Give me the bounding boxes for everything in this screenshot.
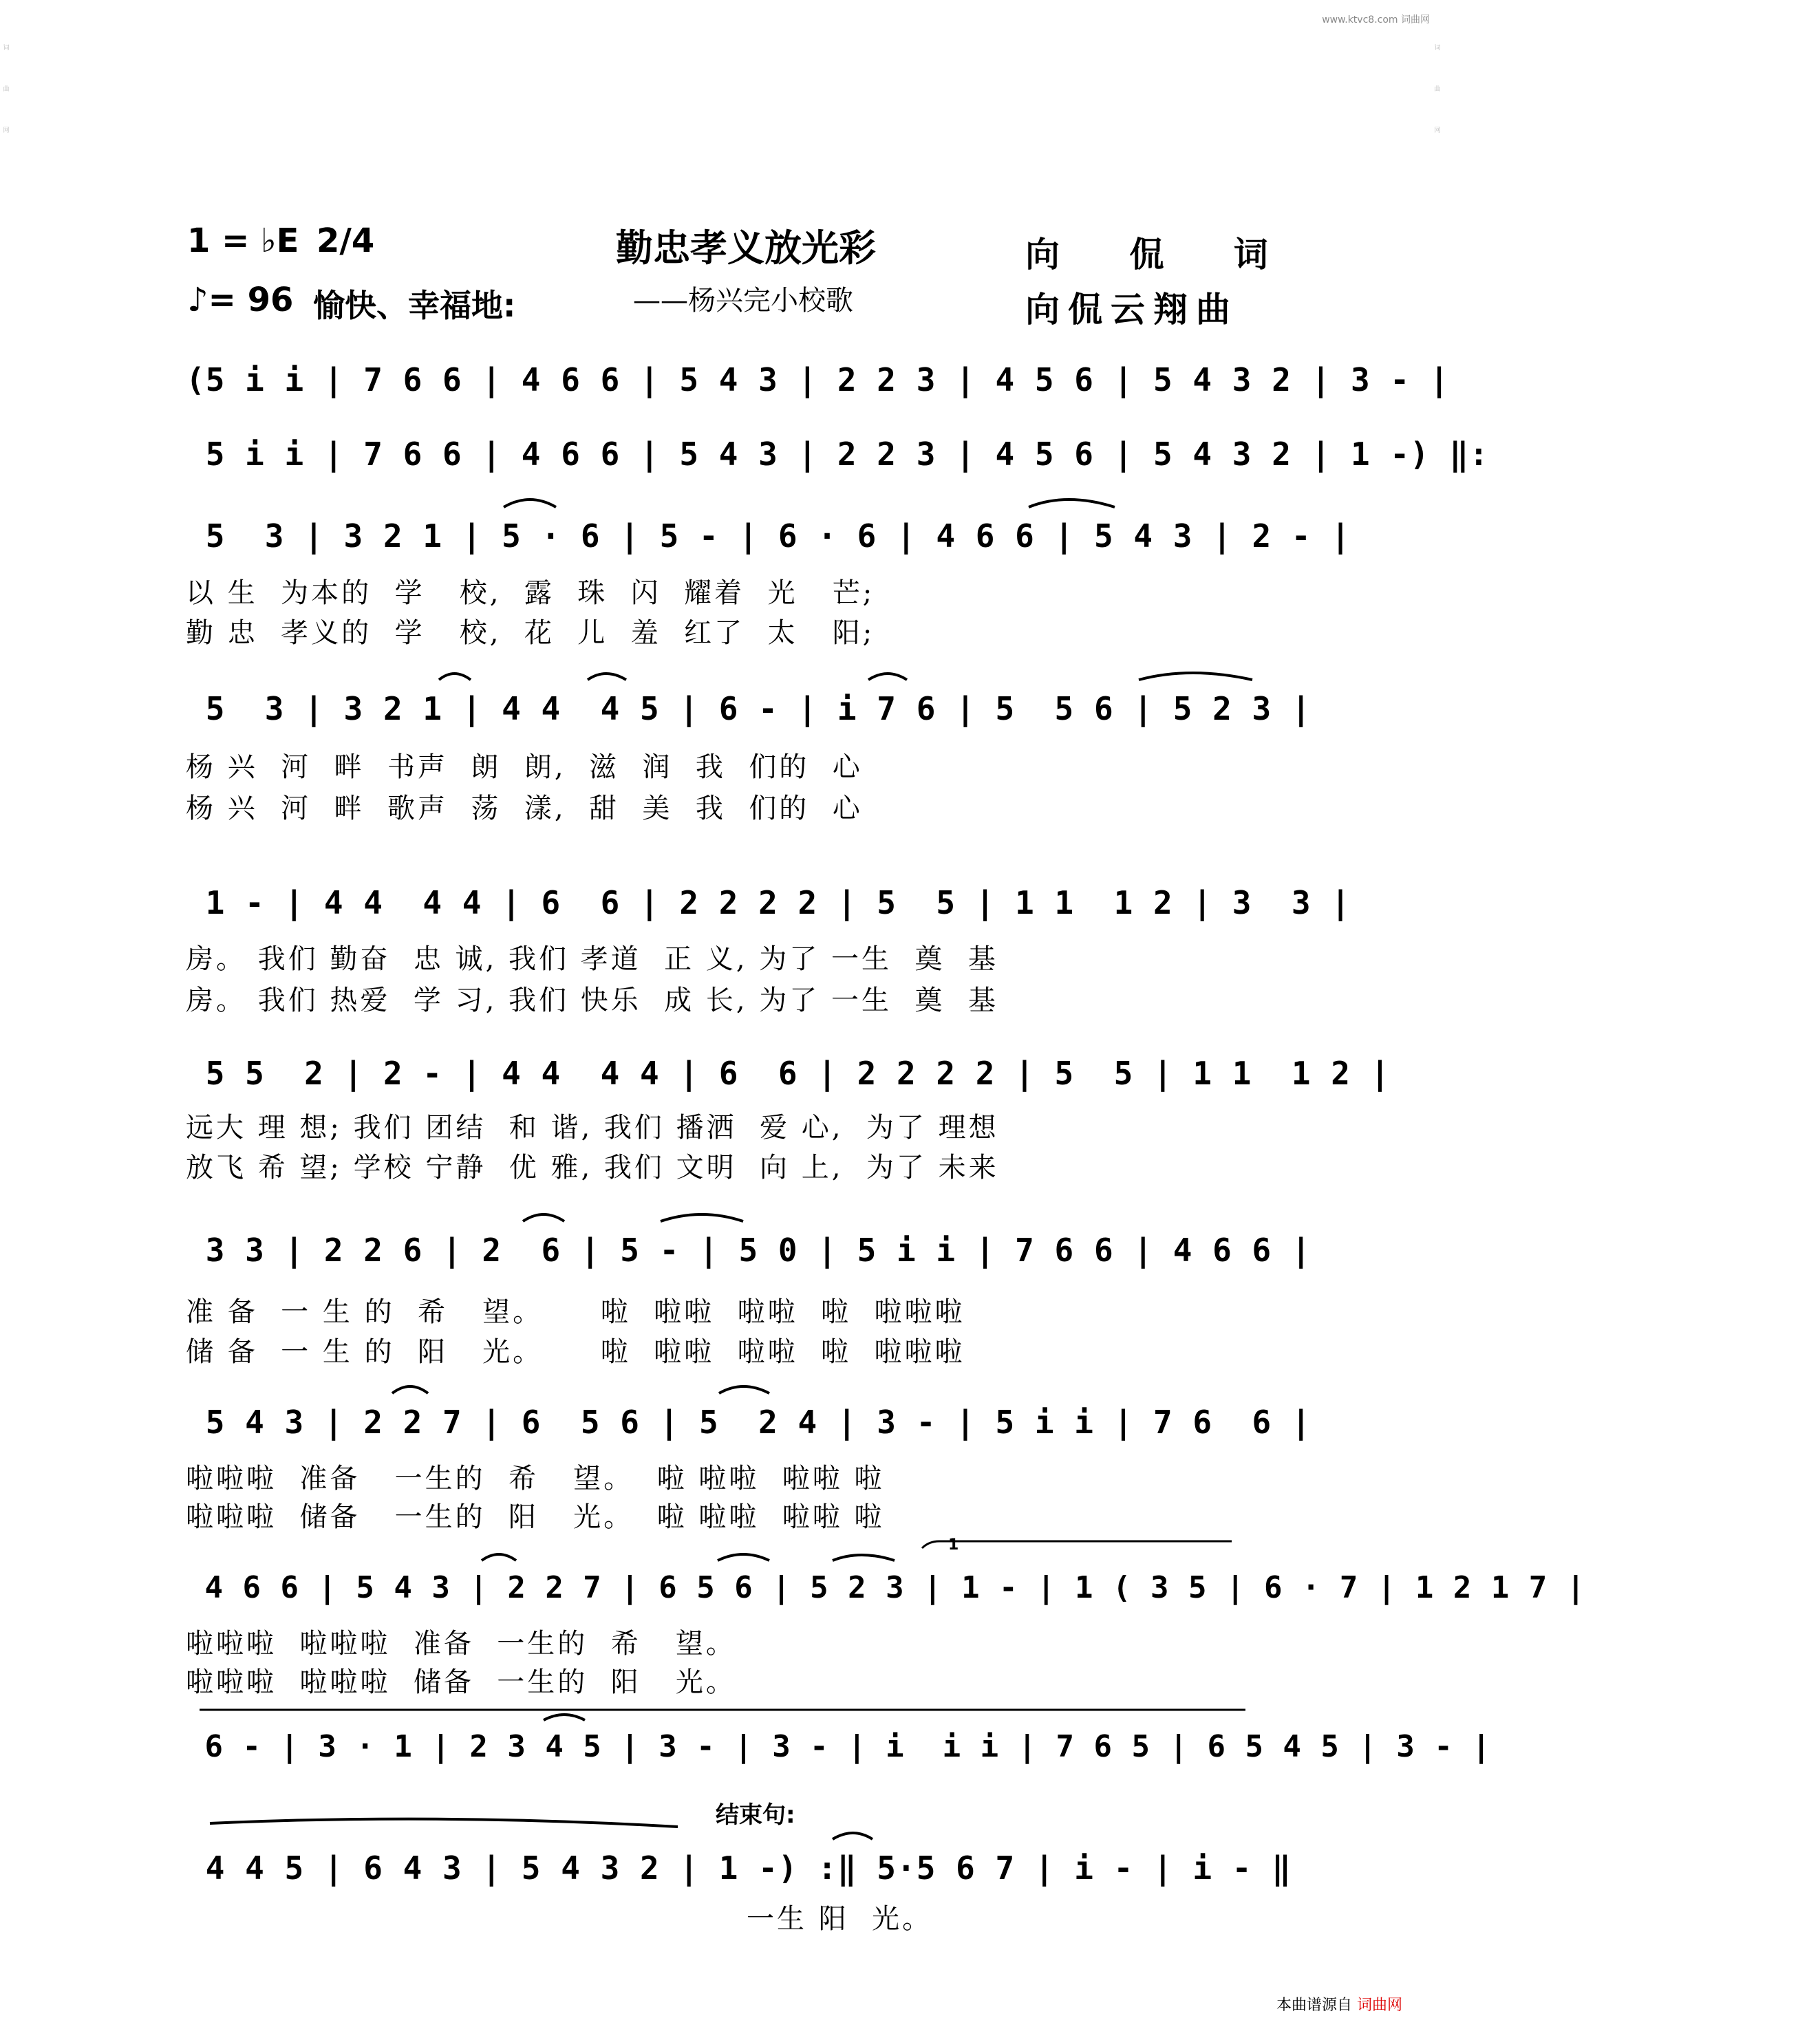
slur <box>1029 500 1115 507</box>
right-side-text: 词曲网 <box>1434 45 1441 134</box>
slur <box>661 1214 743 1221</box>
watermark: www.ktvc8.com 词曲网 <box>1322 14 1430 25</box>
slur <box>392 1386 428 1393</box>
slur <box>210 1819 678 1827</box>
score-line-5-verse-1: 房。 我们 勤奋 忠 诚, 我们 孝道 正 义, 为了 一生 奠 基 <box>186 943 998 975</box>
score-line-9-verse-1: 啦啦啦 啦啦啦 准备 一生的 希 望。 <box>186 1628 736 1660</box>
score-line-4-verse-1: 杨 兴 河 畔 书声 朗 朗, 滋 润 我 们的 心 <box>186 751 863 783</box>
score-line-6-verse-1: 远大 理 想; 我们 团结 和 谐, 我们 播洒 爱 心, 为了 理想 <box>186 1112 999 1144</box>
score-line-8-notes: 5 4 3 | 2 2 7 | 6 5 6 | 5 2 4 | 3 - | 5 i i | 7 6 6 | <box>186 1404 1312 1441</box>
volta-number: 1 <box>948 1536 959 1554</box>
key-signature: 1 = ♭E <box>187 222 299 260</box>
score-line-1-notes: (5 i i | 7 6 6 | 4 6 6 | 5 4 3 | 2 2 3 | 4 5 6 | 5 4 3 2 | 3 - | <box>186 361 1450 398</box>
score-line-6-notes: 5 5 2 | 2 - | 4 4 4 4 | 6 6 | 2 2 2 2 | 5 5 | 1 1 1 2 | <box>186 1055 1391 1092</box>
slur <box>523 1214 564 1221</box>
song-title: 勤忠孝义放光彩 <box>616 226 876 270</box>
slur <box>833 1555 895 1561</box>
volta-bracket <box>922 1541 1232 1548</box>
score-line-3-notes: 5 3 | 3 2 1 | 5 · 6 | 5 - | 6 · 6 | 4 6 6 | 5 4 3 | 2 - | <box>186 517 1351 555</box>
score-line-3-verse-2: 勤 忠 孝义的 学 校, 花 儿 羞 红了 太 阳; <box>186 617 875 649</box>
slur <box>719 1386 769 1393</box>
score-line-6-verse-2: 放飞 希 望; 学校 宁静 优 雅, 我们 文明 向 上, 为了 未来 <box>186 1152 999 1183</box>
composer-credit: 向侃云翔曲 <box>1025 290 1239 330</box>
song-subtitle: ——杨兴完小校歌 <box>633 285 853 317</box>
slur <box>833 1833 872 1839</box>
score-line-5-notes: 1 - | 4 4 4 4 | 6 6 | 2 2 2 2 | 5 5 | 1 1 1 2 | 3 3 | <box>186 884 1351 921</box>
score-line-4-notes: 5 3 | 3 2 1 | 4 4 4 5 | 6 - | i 7 6 | 5 5 6 | 5 2 3 | <box>186 690 1312 727</box>
score-line-7-notes: 3 3 | 2 2 6 | 2 6 | 5 - | 5 0 | 5 i i | 7 6 6 | 4 6 6 | <box>186 1232 1312 1269</box>
score-line-3-verse-1: 以 生 为本的 学 校, 露 珠 闪 耀着 光 芒; <box>186 577 875 609</box>
score-line-9-notes: 4 6 6 | 5 4 3 | 2 2 7 | 6 5 6 | 5 2 3 | 1 - | 1 ( 3 5 | 6 · 7 | 1 2 1 7 | <box>186 1570 1586 1605</box>
ending-lyric: 一生 阳 光。 <box>747 1903 933 1935</box>
score-line-8-verse-2: 啦啦啦 储备 一生的 阳 光。 啦 啦啦 啦啦 啦 <box>186 1501 885 1533</box>
footer-text: 本曲谱源自 <box>1276 1997 1352 2014</box>
footer-brand: 词曲网 <box>1356 1997 1402 2014</box>
score-line-5-verse-2: 房。 我们 热爱 学 习, 我们 快乐 成 长, 为了 一生 奠 基 <box>186 985 998 1016</box>
slur <box>718 1554 769 1561</box>
score-line-10-notes: 6 - | 3 · 1 | 2 3 4 5 | 3 - | 3 - | i i i | 7 6 5 | 6 5 4 5 | 3 - | <box>186 1729 1491 1764</box>
score-line-9-verse-2: 啦啦啦 啦啦啦 储备 一生的 阳 光。 <box>186 1666 736 1698</box>
slur <box>1139 673 1252 680</box>
ending-label: 结束句: <box>716 1801 795 1829</box>
score-line-8-verse-1: 啦啦啦 准备 一生的 希 望。 啦 啦啦 啦啦 啦 <box>186 1463 885 1494</box>
score-line-7-verse-2: 储 备 一 生 的 阳 光。 啦 啦啦 啦啦 啦 啦啦啦 <box>186 1336 965 1368</box>
score-line-4-verse-2: 杨 兴 河 畔 歌声 荡 漾, 甜 美 我 们的 心 <box>186 793 863 824</box>
slur <box>544 1715 585 1720</box>
score-line-2-notes: 5 i i | 7 6 6 | 4 6 6 | 5 4 3 | 2 2 3 | 4 5 6 | 5 4 3 2 | 1 -) ‖: <box>186 436 1489 473</box>
slur <box>482 1554 516 1561</box>
footer <box>1276 1993 1402 2015</box>
left-side-text: 词曲网 <box>3 45 10 134</box>
tempo-marking: ♪= 96 <box>187 281 294 319</box>
mood-marking: 愉快、幸福地: <box>313 287 516 324</box>
score-line-7-verse-1: 准 备 一 生 的 希 望。 啦 啦啦 啦啦 啦 啦啦啦 <box>186 1296 965 1328</box>
time-signature: 2/4 <box>317 222 375 260</box>
slur <box>439 674 471 680</box>
score-line-11-notes: 4 4 5 | 6 4 3 | 5 4 3 2 | 1 -) :‖ 5·5 6 7 | i - | i - ‖ <box>186 1849 1292 1887</box>
lyricist-credit: 向 侃 词 <box>1025 235 1297 275</box>
slur <box>588 674 626 680</box>
slur <box>504 500 556 507</box>
slur <box>868 674 907 680</box>
